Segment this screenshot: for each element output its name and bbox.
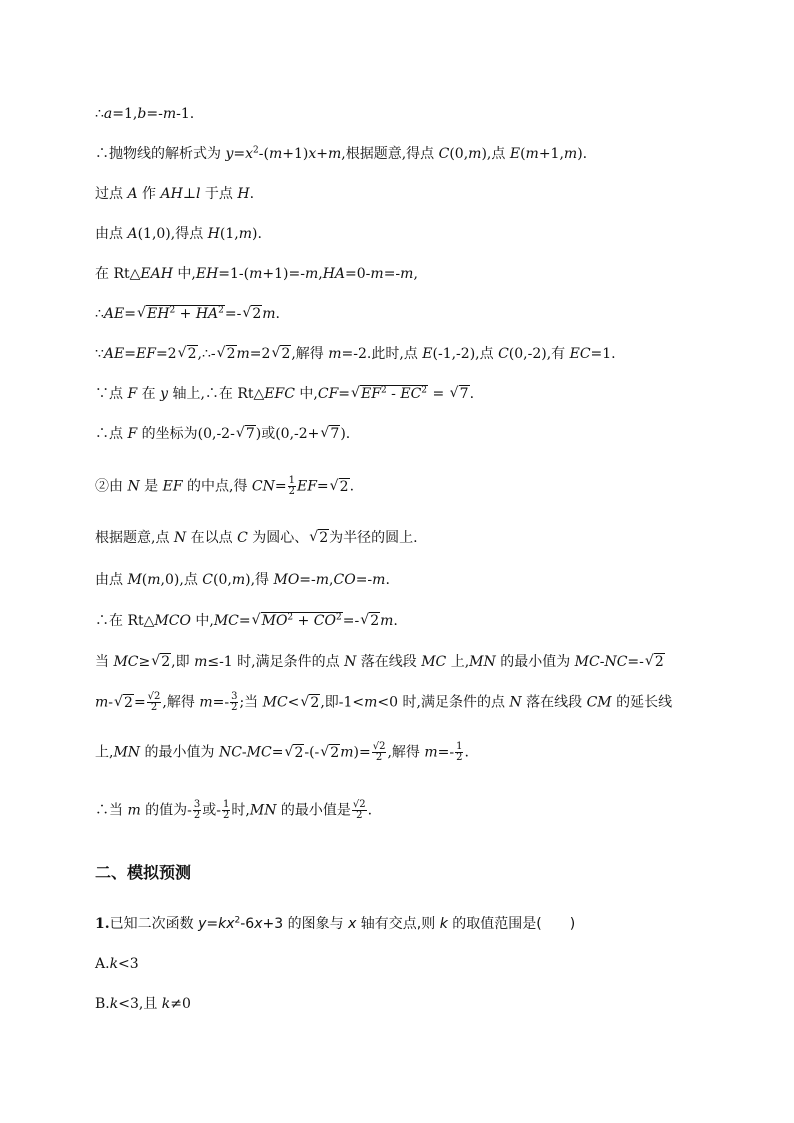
solution-line: ∴a=1,b=-m-1.	[95, 106, 195, 122]
solution-line: 上,MN 的最小值为 NC-MC=√ 2-(-√ 2m)= $\frac{√2}{2}$ ,解得 m=- $\frac{1}{2}$ .	[95, 742, 469, 763]
section-heading: 二、模拟预测	[95, 863, 192, 882]
solution-line: ∵点 F 在 y 轴上,∴在 Rt△EFC 中,CF=√ $EF^2 - EC^2$ = √ 7.	[95, 384, 474, 404]
solution-line: ∴AE=√ $EH^2 + HA^2=-√$ 2m.	[95, 304, 280, 324]
option-b[interactable]: B.k<3,且 k≠0	[95, 996, 191, 1012]
solution-line: ∵AE=EF=2√ 2,∴-√ 2m=2√ 2,解得 m=-2.此时,点 E(-1,-2),点 C(0,-2),有 EC=1.	[95, 344, 616, 364]
solution-line: 在 Rt△EAH 中,EH=1-(m+1)=-m,HA=0-m=-m,	[95, 266, 418, 282]
solution-line: ∴在 Rt△MCO 中,MC=√ $MO^2 + CO^2=-√$ 2m.	[95, 611, 398, 631]
solution-line: ②由 N 是 EF 的中点,得 CN= $\frac{1}{2}$ EF=√ 2.	[95, 476, 354, 497]
solution-line: ∴当 m 的值为- $\frac{3}{2}$ 或- $\frac{1}{2}$ 时,MN 的最小值是 $\frac{√2}{2}$ .	[95, 799, 373, 821]
solution-line: 过点 A 作 AH⊥l 于点 H.	[95, 186, 255, 202]
solution-line: ∴点 F 的坐标为(0,-2-√ 7)或(0,-2+√ 7).	[95, 424, 350, 444]
solution-line: 根据题意,点 N 在以点 C 为圆心、√ 2为半径的圆上.	[95, 528, 418, 548]
solution-line: 由点 M(m,0),点 C(0,m),得 MO=-m,CO=-m.	[95, 572, 390, 588]
question-number: 1.	[95, 916, 110, 932]
solution-line: 当 MC≥√ 2,即 m≤-1 时,满足条件的点 N 落在线段 MC 上,MN 的最小值为 MC-NC=-√ 2	[95, 652, 665, 672]
solution-line: 由点 A(1,0),得点 H(1,m).	[95, 226, 262, 242]
solution-line: ∴抛物线的解析式为 $y=x^2-(m+1)x+m$,根据题意,得点 C(0,m),点 E(m+1,m).	[95, 145, 588, 162]
option-a[interactable]: A.k<3	[95, 956, 139, 972]
question-stem: 1.已知二次函数 $y=kx^2-6x+3$ 的图象与 x 轴有交点,则 k 的取值范围是( )	[95, 915, 576, 932]
solution-line: m-√ 2= $\frac{√2}{2}$ ,解得 m=- $\frac{3}{2}$ ;当 MC<√ 2,即-1<m<0 时,满足条件的点 N 落在线段 CM 的延长线	[95, 692, 672, 713]
